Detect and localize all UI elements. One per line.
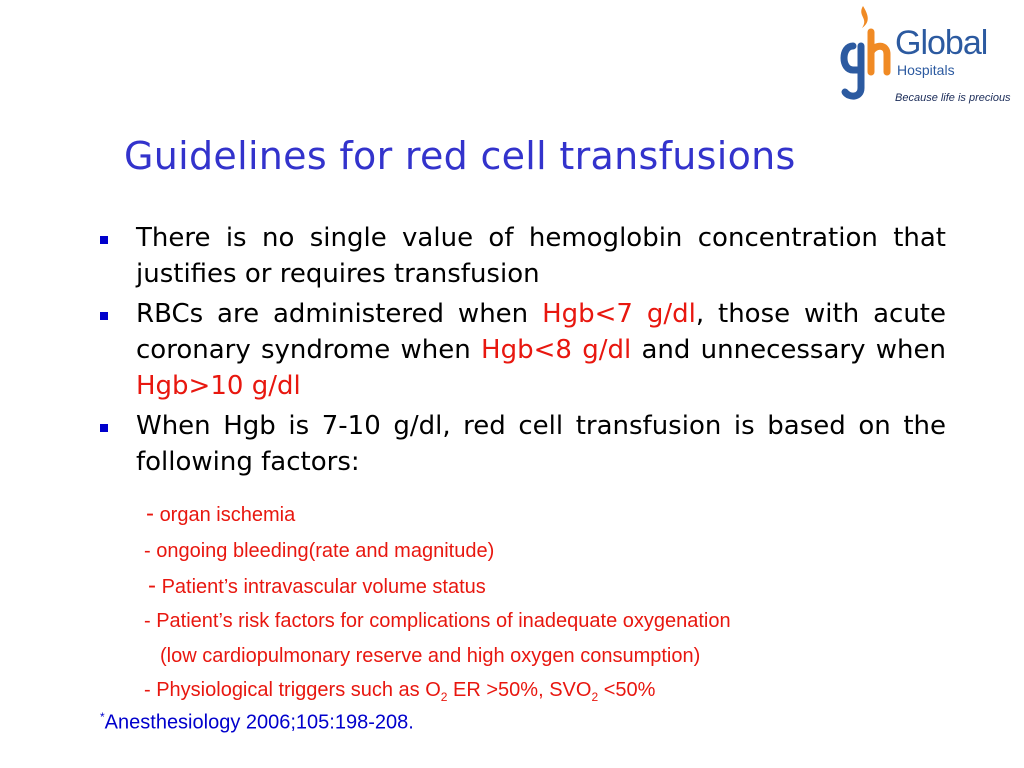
factor-text: organ ischemia: [159, 504, 296, 526]
factor-text: - Patient’s risk factors for complications of inadequate oxygenation: [144, 610, 731, 632]
factor-text: <50%: [598, 679, 656, 701]
hgb-threshold: Hgb<7 g/dl: [542, 299, 696, 329]
logo-name: Global: [895, 24, 988, 62]
bullet-text: When Hgb is 7-10 g/dl, red cell transfusion is based on the following factors:: [136, 411, 946, 477]
factor-item: [160, 644, 700, 668]
bullet-square-icon: [100, 312, 108, 320]
factor-item: [148, 574, 486, 599]
bullet-text: and unnecessary when: [631, 335, 946, 365]
reference-citation: [100, 710, 414, 735]
bullet-text: There is no single value of hemoglobin concentration that justifies or requires transfusion: [136, 223, 946, 289]
bullet-text: , those with acute coronary syndrome when: [136, 299, 946, 365]
bullet-item: [96, 408, 946, 480]
factor-text: Patient’s intravascular volume status: [161, 576, 486, 598]
factor-dash: -: [148, 572, 156, 599]
factor-item: [144, 609, 731, 633]
factor-item: [144, 678, 655, 709]
factor-item: [144, 539, 494, 563]
bullet-text: RBCs are administered when: [136, 299, 543, 329]
bullet-square-icon: [100, 236, 108, 244]
reference-marker: *: [100, 710, 105, 724]
bullet-item: [96, 296, 946, 404]
logo-subname: Hospitals: [897, 62, 955, 78]
hgb-threshold: Hgb<8 g/dl: [481, 335, 632, 365]
subscript: 2: [440, 690, 448, 704]
logo-mark-icon: [835, 2, 895, 104]
reference-text: Anesthesiology 2006;105:198-208.: [104, 711, 414, 734]
factor-item: [146, 502, 295, 527]
factor-text: - ongoing bleeding(rate and magnitude): [144, 540, 495, 562]
hgb-threshold: Hgb>10 g/dl: [136, 371, 301, 401]
bullet-item: [96, 220, 946, 292]
subscript: 2: [591, 690, 599, 704]
hospital-logo: [835, 2, 1024, 104]
bullet-list: [96, 220, 946, 484]
factor-text: - Physiological triggers such as O: [144, 679, 441, 701]
factor-dash: -: [146, 500, 154, 527]
slide-title: Guidelines for red cell transfusions: [124, 134, 796, 178]
logo-tagline: Because life is precious: [895, 92, 1011, 104]
bullet-square-icon: [100, 424, 108, 432]
factor-text: ER >50%, SVO: [447, 679, 592, 701]
factor-text: (low cardiopulmonary reserve and high oxygen consumption): [160, 645, 701, 667]
